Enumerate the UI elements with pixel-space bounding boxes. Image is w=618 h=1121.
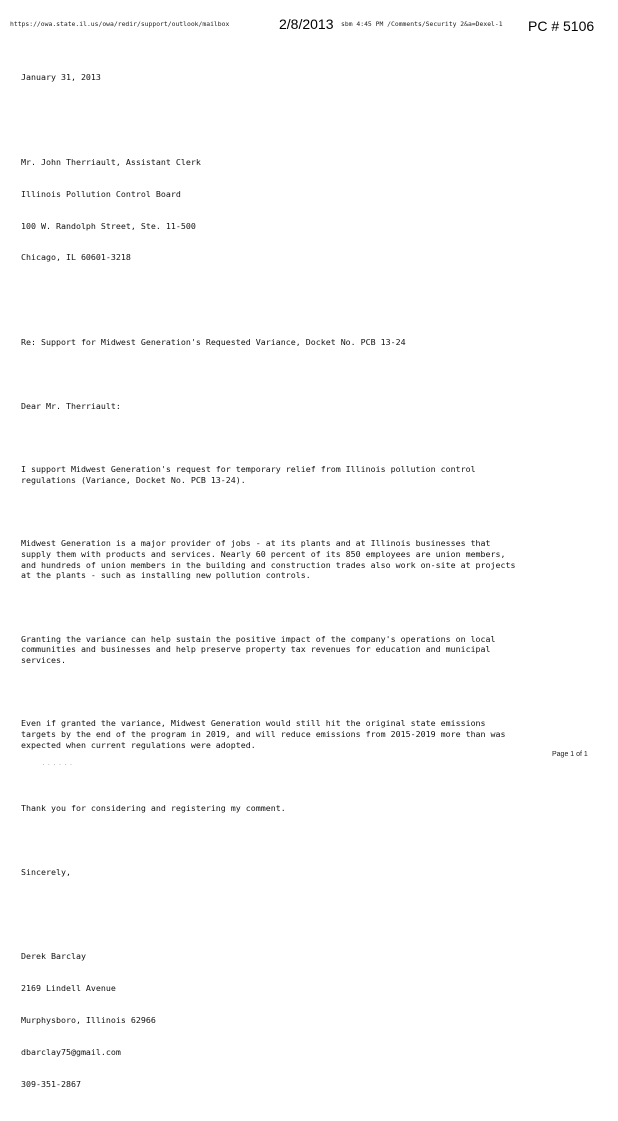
letter-date: January 31, 2013 xyxy=(21,72,101,83)
signer-phone: 309-351-2867 xyxy=(21,1078,81,1089)
recipient-organization: Illinois Pollution Control Board xyxy=(21,188,181,199)
public-comment-number: PC # 5106 xyxy=(528,18,595,34)
letter-body xyxy=(21,51,586,1121)
recipient-street: 100 W. Randolph Street, Ste. 11-500 xyxy=(21,220,196,231)
paragraph-thanks: Thank you for considering and registering my comment. xyxy=(21,803,286,814)
header-date-stamp: 2/8/2013 xyxy=(279,16,334,32)
recipient-name: Mr. John Therriault, Assistant Clerk xyxy=(21,156,201,167)
paragraph-emissions: Even if granted the variance, Midwest Generation would still hit the original state emissions targets by the end of the program in 2019, and will reduce emissions from 2015-2019 more than was expected when current regulations were adopted. xyxy=(21,718,506,750)
paragraph-jobs: Midwest Generation is a major provider of jobs - at its plants and at Illinois businesses that supply them with products and services. Nearly 60 percent of its 850 employees are union members, and hundreds of union members in the building and construction trades also work on-site at projects at the plants - such as installing new pollution controls. xyxy=(21,538,516,581)
recipient-city: Chicago, IL 60601-3218 xyxy=(21,252,131,263)
closing: Sincerely, xyxy=(21,866,71,877)
signer-city: Murphysboro, Illinois 62966 xyxy=(21,1015,156,1026)
footer-scan-mark: · · · · · · xyxy=(42,763,73,768)
re-line: Re: Support for Midwest Generation's Requested Variance, Docket No. PCB 13-24 xyxy=(21,337,406,348)
header-url: https://owa.state.il.us/owa/redir/support/outlook/mailbox xyxy=(10,20,230,28)
signer-email: dbarclay75@gmail.com xyxy=(21,1046,121,1057)
page-indicator: Page 1 of 1 xyxy=(552,751,588,758)
signer-street: 2169 Lindell Avenue xyxy=(21,983,116,994)
paragraph-communities: Granting the variance can help sustain the positive impact of the company's operations on local communities and businesses and help preserve property tax revenues for education and municipal services. xyxy=(21,633,496,665)
paragraph-support: I support Midwest Generation's request for temporary relief from Illinois pollution control regulations (Variance, Docket No. PCB 13-24). xyxy=(21,464,476,485)
header-subject-meta: sbm 4:45 PM /Comments/Security 2&a=Dexel-1 xyxy=(341,20,503,28)
signature-block xyxy=(21,930,586,1110)
salutation: Dear Mr. Therriault: xyxy=(21,400,121,411)
signer-name: Derek Barclay xyxy=(21,951,86,962)
recipient-block xyxy=(21,136,586,284)
